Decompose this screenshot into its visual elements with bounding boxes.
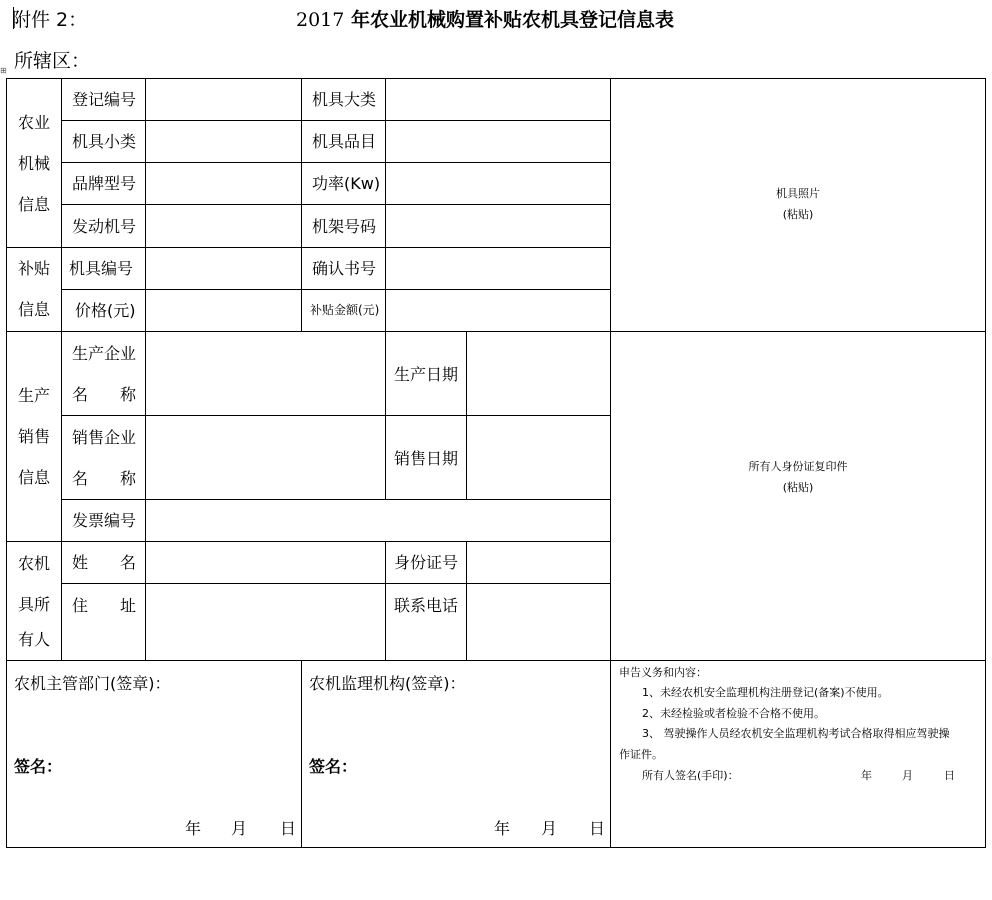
grid-line	[385, 541, 386, 661]
owner-date-month: 月	[902, 769, 913, 782]
producer-name-char-1: 名	[72, 385, 89, 404]
grid-line	[61, 204, 610, 205]
declaration-item-3-cont: 作证件。	[619, 748, 663, 761]
producer-label: 生产企业	[72, 344, 137, 363]
machine-section-label-2: 机械	[18, 154, 51, 173]
declaration-item-3: 3、 驾驶操作人员经农机安全监理机构考试合格取得相应驾驶操	[642, 727, 950, 740]
grid-line	[61, 120, 610, 121]
dept-date-year: 年	[185, 819, 202, 838]
grid-line	[466, 541, 467, 661]
machine-photo-placeholder	[610, 183, 986, 225]
grid-line	[301, 660, 302, 848]
grid-line	[6, 541, 610, 542]
seller-name-char-2: 称	[120, 469, 137, 488]
production-date-label: 生产日期	[394, 365, 459, 384]
owner-date-year: 年	[861, 769, 872, 782]
item-label: 机具品目	[312, 132, 377, 151]
declaration-item-1: 1、未经农机安全监理机构注册登记(备案)不使用。	[642, 686, 889, 699]
owner-name-char-1: 姓	[72, 553, 89, 572]
id-copy-paste: (粘贴)	[782, 481, 814, 494]
declaration-heading: 申告义务和内容：	[619, 666, 707, 679]
engine-no-label: 发动机号	[72, 217, 137, 236]
owner-name-char-2: 名	[120, 553, 137, 572]
grid-line	[61, 78, 62, 661]
dept-signature-label: 签名：	[14, 757, 63, 776]
power-label: 功率(Kw)	[312, 174, 381, 193]
model-label: 品牌型号	[72, 174, 137, 193]
grid-line	[6, 78, 7, 848]
grid-line	[6, 660, 986, 661]
producer-name-char-2: 称	[120, 385, 137, 404]
subsidy-amount-label: 补贴金额(元)	[310, 303, 380, 317]
owner-section-label-1: 农机	[18, 554, 51, 573]
seller-name-char-1: 名	[72, 469, 89, 488]
grid-line	[61, 499, 610, 500]
grid-line	[6, 247, 610, 248]
invoice-no-label: 发票编号	[72, 511, 137, 530]
confirm-no-label: 确认书号	[312, 259, 377, 278]
supervision-date-month: 月	[541, 819, 558, 838]
id-copy-placeholder	[610, 456, 986, 498]
grid-line	[61, 289, 610, 290]
id-copy-title: 所有人身份证复印件	[748, 460, 848, 473]
page-title	[296, 5, 674, 32]
supervision-date-day: 日	[589, 819, 606, 838]
sales-section-label-2: 销售	[18, 427, 51, 446]
machine-section-label-1: 农业	[18, 113, 51, 132]
dept-date-day: 日	[280, 819, 297, 838]
table-anchor-icon: ⊞	[0, 66, 7, 75]
owner-sign-label: 所有人签名(手印)：	[642, 769, 739, 782]
declaration-item-2: 2、未经检验或者检验不合格不使用。	[642, 707, 825, 720]
machine-photo-paste: (粘贴)	[782, 208, 814, 221]
subcategory-label: 机具小类	[72, 132, 137, 151]
id-no-label: 身份证号	[394, 553, 459, 572]
sales-section-label-1: 生产	[18, 386, 51, 405]
dept-date-month: 月	[231, 819, 248, 838]
phone-label: 联系电话	[394, 596, 459, 615]
owner-addr-char-1: 住	[72, 596, 89, 615]
grid-line	[61, 162, 610, 163]
price-label: 价格(元)	[75, 301, 136, 320]
grid-line	[301, 78, 302, 332]
grid-line	[385, 331, 386, 500]
grid-line	[145, 78, 146, 661]
machine-photo-title: 机具照片	[776, 187, 820, 200]
title-text: 年农业机械购置补贴农机具登记信息表	[350, 9, 674, 31]
grid-line	[385, 78, 386, 332]
seller-label: 销售企业	[72, 428, 137, 447]
grid-line	[6, 78, 986, 79]
supervision-signature-label: 签名：	[309, 757, 358, 776]
grid-line	[6, 847, 986, 848]
sale-date-label: 销售日期	[394, 449, 459, 468]
machine-section-label-3: 信息	[18, 195, 51, 214]
grid-line	[466, 331, 467, 500]
category-label: 机具大类	[312, 90, 377, 109]
owner-addr-char-2: 址	[120, 596, 137, 615]
frame-no-label: 机架号码	[312, 217, 377, 236]
subsidy-section-label-2: 信息	[18, 300, 51, 319]
grid-line	[61, 583, 610, 584]
owner-date-day: 日	[944, 769, 955, 782]
title-year: 2017	[296, 9, 345, 31]
supervision-sign-label: 农机监理机构(签章)：	[309, 674, 466, 693]
grid-line	[6, 331, 986, 332]
attachment-label: 附件 2：	[12, 9, 88, 31]
reg-no-label: 登记编号	[72, 90, 137, 109]
owner-section-label-2: 具所	[18, 595, 51, 614]
owner-section-label-3: 有人	[18, 630, 51, 649]
sales-section-label-3: 信息	[18, 468, 51, 487]
machine-no-label: 机具编号	[69, 259, 134, 278]
grid-line	[61, 415, 610, 416]
supervision-date-year: 年	[494, 819, 511, 838]
subsidy-section-label-1: 补贴	[18, 259, 51, 278]
region-label: 所辖区：	[14, 50, 91, 72]
dept-sign-label: 农机主管部门(签章)：	[14, 674, 171, 693]
